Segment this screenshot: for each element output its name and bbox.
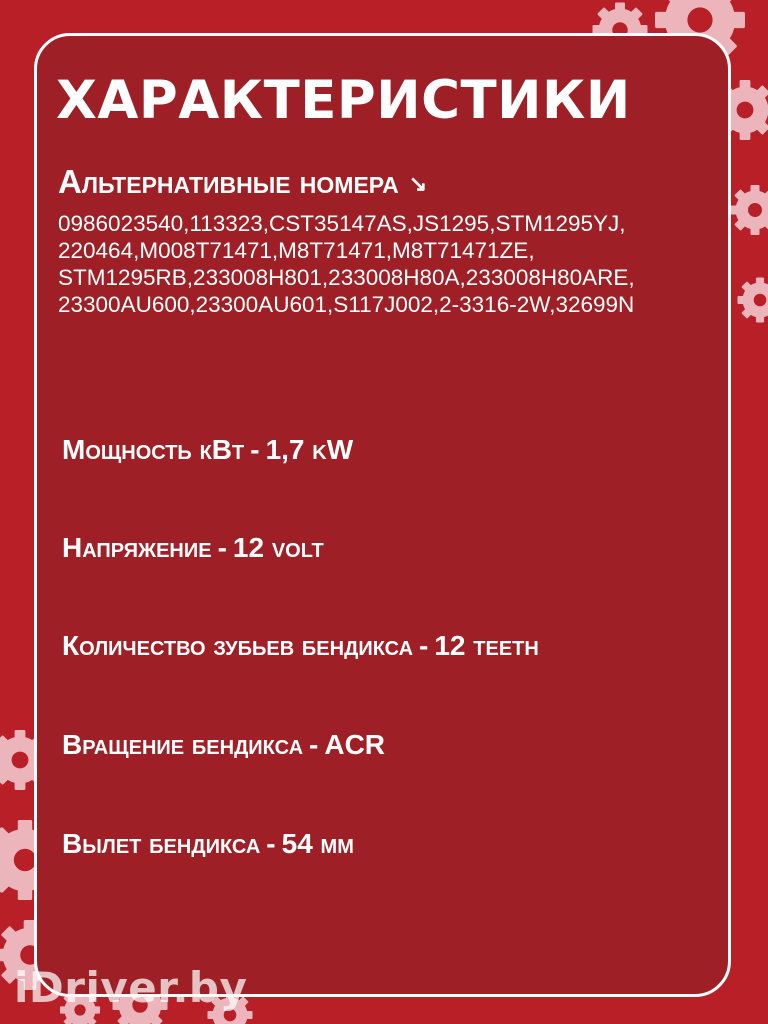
spec-label: Количество зубьев бендикса bbox=[62, 630, 414, 661]
spec-label: Вращение бендикса bbox=[62, 729, 304, 760]
alternative-numbers-line: 220464,M008T71471,M8T71471,M8T71471ZE, bbox=[58, 238, 535, 263]
arrow-down-right-icon: ↘ bbox=[408, 171, 428, 197]
spec-separator: - bbox=[250, 434, 260, 465]
spec-item-rotation bbox=[62, 727, 385, 763]
spec-value: 12 teeth bbox=[434, 630, 539, 661]
alternative-numbers-line: 0986023540,113323,CST35147AS,JS1295,STM1295YJ, bbox=[58, 211, 626, 236]
spec-separator: - bbox=[217, 532, 227, 563]
spec-item-power bbox=[62, 432, 353, 468]
alternative-numbers-heading bbox=[58, 160, 427, 206]
spec-value: ACR bbox=[324, 729, 386, 760]
alternative-numbers-list bbox=[58, 210, 738, 318]
spec-value: 1,7 kW bbox=[265, 434, 354, 465]
alternative-numbers-label: Альтернативные номера bbox=[58, 163, 399, 200]
watermark: iDriver.by bbox=[14, 963, 248, 1012]
spec-item-teeth bbox=[62, 628, 539, 664]
spec-item-voltage bbox=[62, 530, 324, 566]
page-title: ХАРАКТЕРИСТИКИ bbox=[56, 70, 631, 131]
spec-separator: - bbox=[419, 630, 429, 661]
alternative-numbers-line: 23300AU600,23300AU601,S117J002,2-3316-2W,32699N bbox=[58, 292, 635, 317]
spec-item-overhang bbox=[62, 826, 354, 862]
spec-label: Вылет бендикса bbox=[62, 828, 261, 859]
spec-label: Мощность кВт bbox=[62, 434, 245, 465]
spec-separator: - bbox=[309, 729, 319, 760]
spec-label: Напряжение bbox=[62, 532, 212, 563]
alternative-numbers-line: STM1295RB,233008H801,233008H80A,233008H80ARE, bbox=[58, 265, 635, 290]
spec-value: 12 volt bbox=[232, 532, 324, 563]
spec-separator: - bbox=[266, 828, 276, 859]
spec-value: 54 мм bbox=[281, 828, 354, 859]
